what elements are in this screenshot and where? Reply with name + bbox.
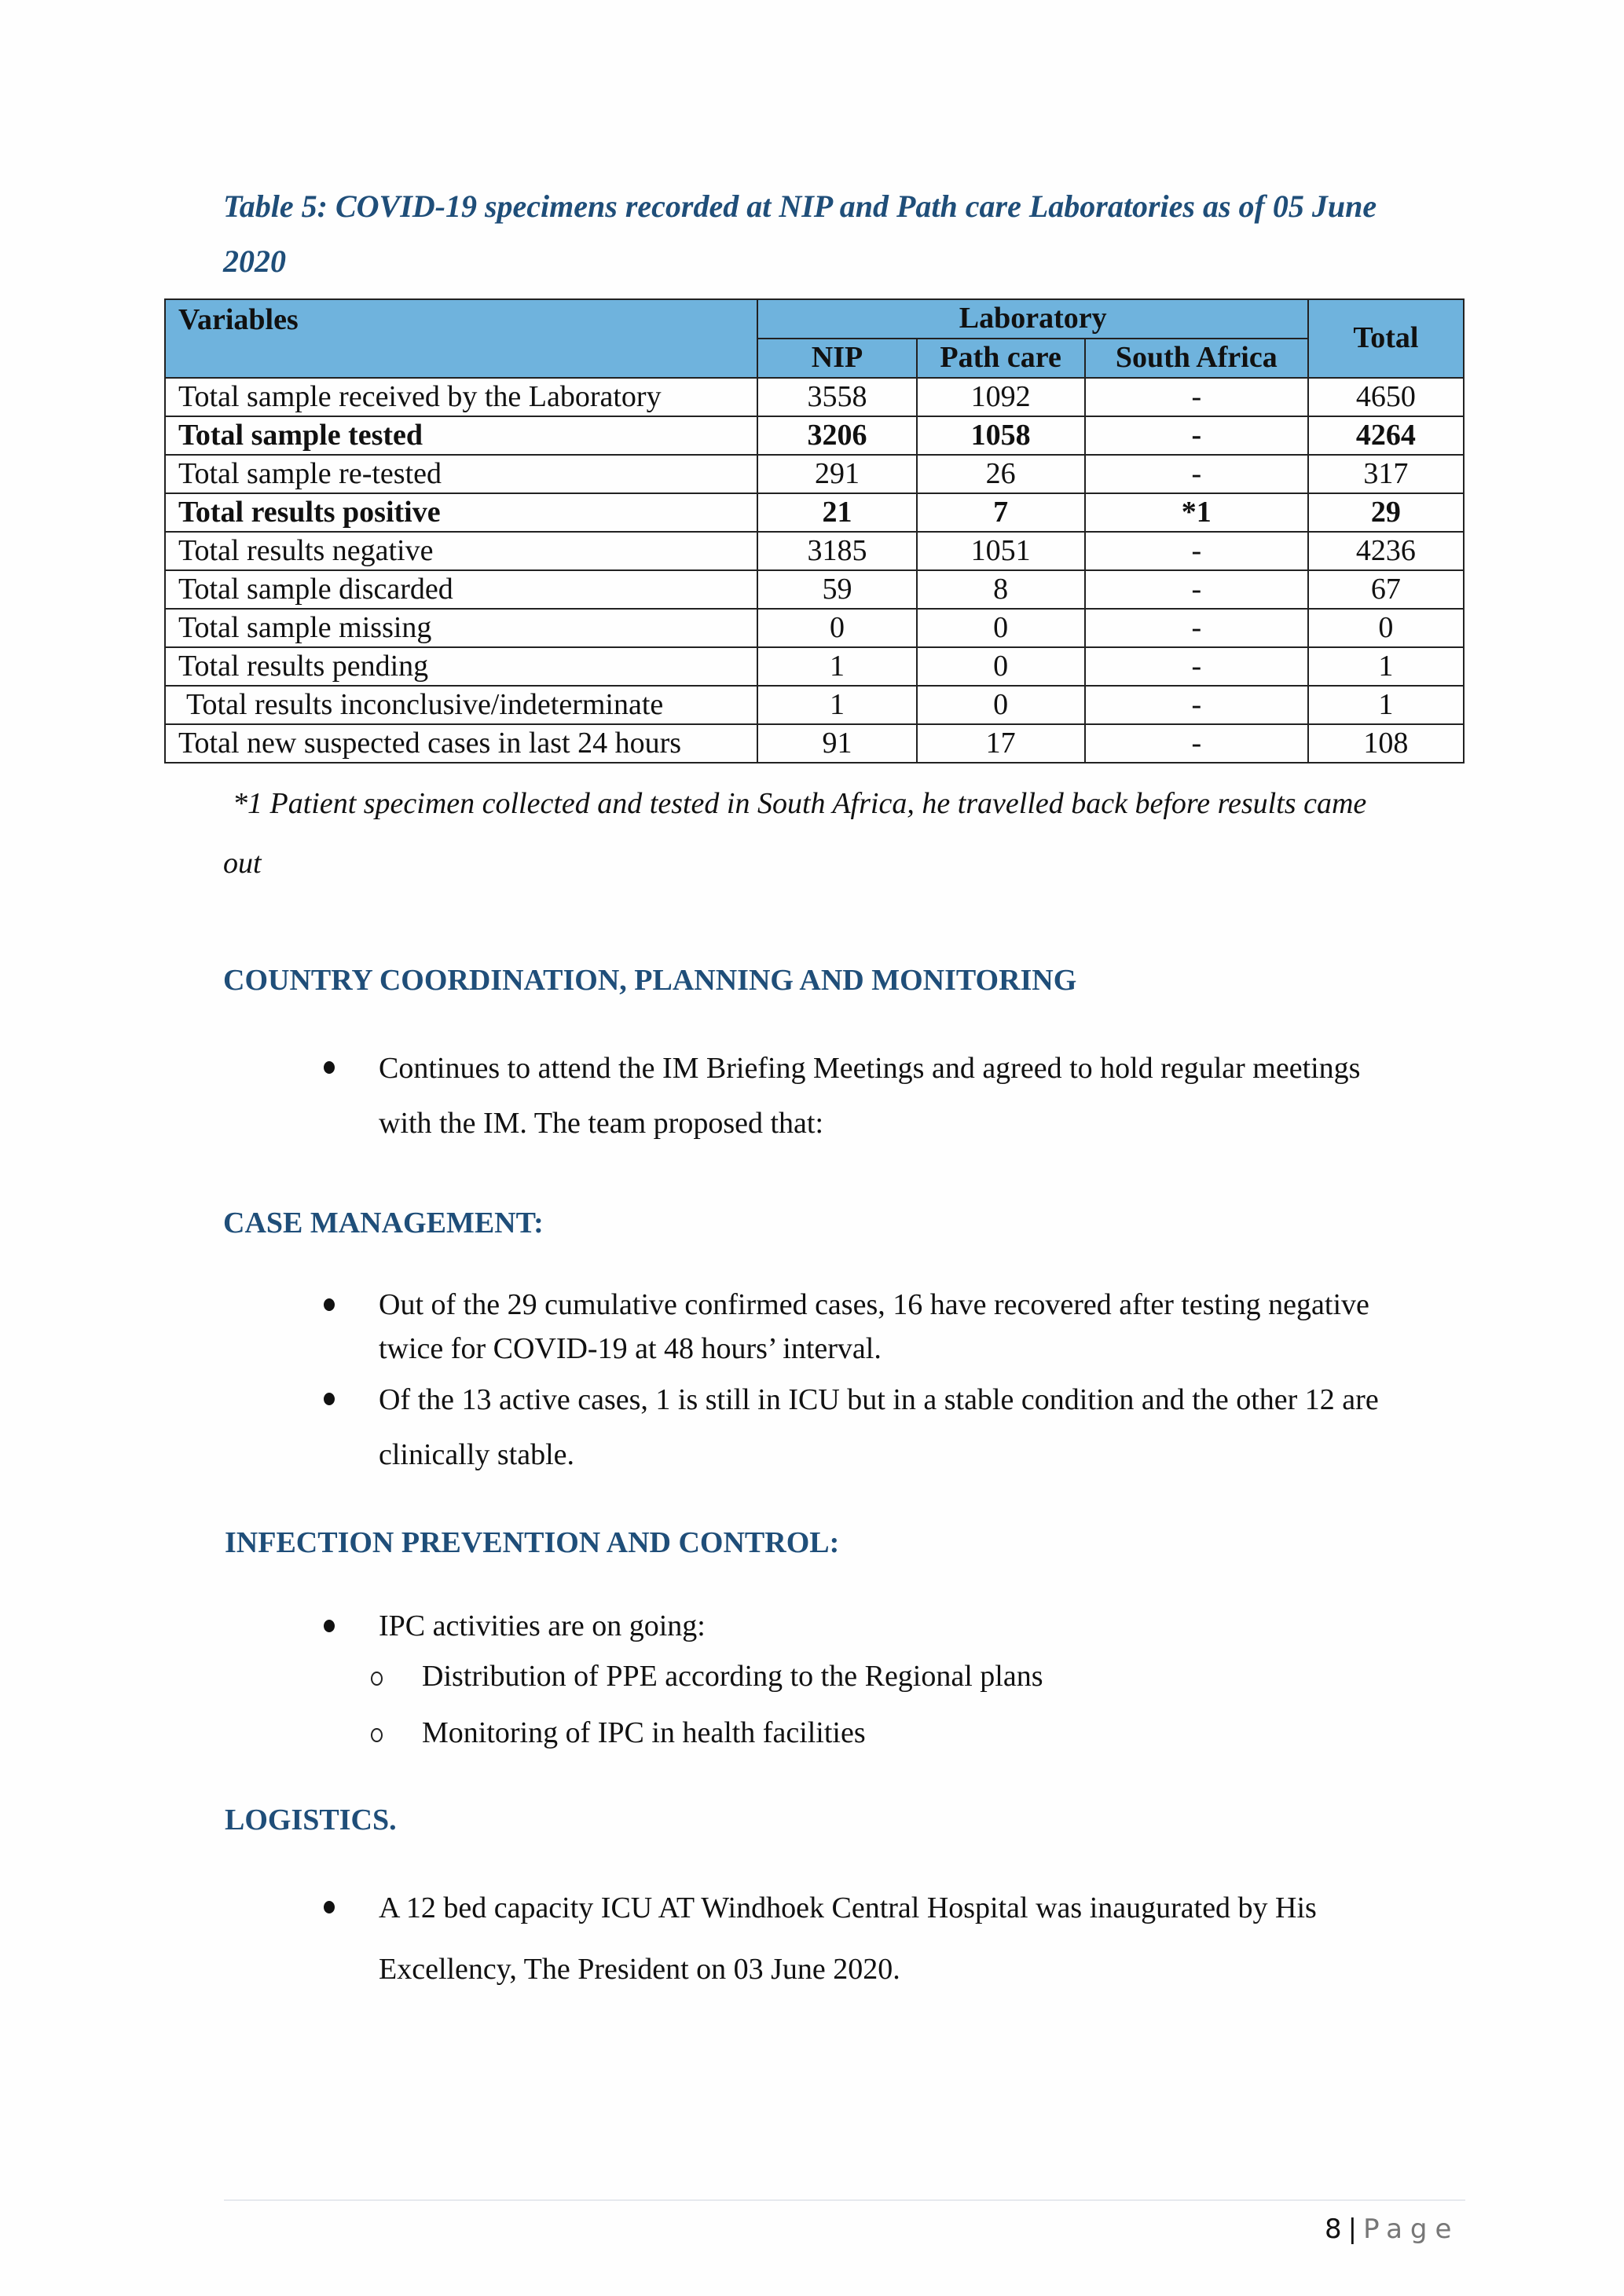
page-number-value: 8 bbox=[1325, 2214, 1342, 2245]
heading-case-management: CASE MANAGEMENT: bbox=[223, 1207, 544, 1240]
table-row bbox=[165, 532, 1464, 570]
table-row bbox=[165, 455, 1464, 493]
header-variables: Variables bbox=[165, 299, 757, 378]
ipc-sub-list bbox=[379, 1648, 1439, 1761]
row-label: Total sample received by the Laboratory bbox=[165, 378, 757, 416]
cell-nip: 1 bbox=[757, 686, 916, 724]
bullet-text-line-2: clinically stable. bbox=[379, 1438, 575, 1471]
cell-nip: 3185 bbox=[757, 532, 916, 570]
cell-total: 108 bbox=[1308, 724, 1464, 763]
bullet-icon bbox=[324, 1298, 335, 1311]
cell-south-africa: - bbox=[1085, 570, 1308, 609]
coordination-bullet-list bbox=[324, 1041, 1439, 1151]
cell-path-care: 1092 bbox=[917, 378, 1085, 416]
list-item bbox=[324, 1283, 1439, 1371]
cell-nip: 91 bbox=[757, 724, 916, 763]
cell-total: 1 bbox=[1308, 647, 1464, 686]
header-path-care: Path care bbox=[917, 339, 1085, 378]
bullet-icon bbox=[324, 1901, 335, 1913]
cell-path-care: 0 bbox=[917, 609, 1085, 647]
hollow-bullet-icon bbox=[371, 1672, 383, 1686]
page-number bbox=[1325, 2214, 1459, 2245]
cell-south-africa: - bbox=[1085, 455, 1308, 493]
cell-total: 29 bbox=[1308, 493, 1464, 532]
bullet-text-line-2: twice for COVID-19 at 48 hours’ interval. bbox=[379, 1332, 882, 1365]
footnote-line-1: *1 Patient specimen collected and tested in South Africa, he travelled back before results came bbox=[233, 787, 1367, 820]
case-management-bullet-list bbox=[324, 1283, 1439, 1482]
bullet-icon bbox=[324, 1393, 335, 1405]
cell-nip: 3206 bbox=[757, 416, 916, 455]
bullet-text-line-2: Excellency, The President on 03 June 2020. bbox=[379, 1953, 900, 1986]
bullet-icon bbox=[324, 1061, 335, 1074]
hollow-bullet-icon bbox=[371, 1728, 383, 1742]
row-label: Total sample missing bbox=[165, 609, 757, 647]
bullet-text-line-1: A 12 bed capacity ICU AT Windhoek Central Hospital was inaugurated by His bbox=[379, 1891, 1317, 1924]
header-total: Total bbox=[1308, 299, 1464, 378]
table-row bbox=[165, 609, 1464, 647]
list-item bbox=[324, 1604, 1439, 1761]
row-label: Total sample discarded bbox=[165, 570, 757, 609]
row-label: Total sample re-tested bbox=[165, 455, 757, 493]
cell-path-care: 7 bbox=[917, 493, 1085, 532]
cell-south-africa: - bbox=[1085, 416, 1308, 455]
cell-total: 4650 bbox=[1308, 378, 1464, 416]
list-item bbox=[324, 1372, 1439, 1482]
page-word: Page bbox=[1363, 2214, 1460, 2245]
header-laboratory: Laboratory bbox=[757, 299, 1307, 339]
bullet-text-line-1: Of the 13 active cases, 1 is still in ICU but in a stable condition and the other 12 are bbox=[379, 1383, 1379, 1416]
list-item bbox=[324, 1041, 1439, 1151]
cell-total: 0 bbox=[1308, 609, 1464, 647]
sub-list-item bbox=[324, 1705, 1439, 1761]
cell-path-care: 1058 bbox=[917, 416, 1085, 455]
table-row bbox=[165, 378, 1464, 416]
footnote-line-2: out bbox=[223, 847, 262, 880]
header-south-africa: South Africa bbox=[1085, 339, 1308, 378]
heading-infection-prevention: INFECTION PREVENTION AND CONTROL: bbox=[225, 1526, 840, 1559]
header-nip: NIP bbox=[757, 339, 916, 378]
caption-line-1: Table 5: COVID-19 specimens recorded at NIP and Path care Laboratories as of 05 June bbox=[223, 189, 1377, 224]
table-footnote bbox=[223, 774, 1480, 893]
cell-total: 4236 bbox=[1308, 532, 1464, 570]
table-row bbox=[165, 416, 1464, 455]
cell-nip: 21 bbox=[757, 493, 916, 532]
row-label: Total new suspected cases in last 24 hours bbox=[165, 724, 757, 763]
cell-path-care: 17 bbox=[917, 724, 1085, 763]
sub-list-item bbox=[324, 1648, 1439, 1705]
cell-south-africa: - bbox=[1085, 686, 1308, 724]
cell-south-africa: - bbox=[1085, 724, 1308, 763]
table-row bbox=[165, 493, 1464, 532]
heading-country-coordination: COUNTRY COORDINATION, PLANNING AND MONITORING bbox=[223, 964, 1077, 997]
bullet-text-line-1: Out of the 29 cumulative confirmed cases, 16 have recovered after testing negative bbox=[379, 1288, 1369, 1321]
ipc-bullet-list bbox=[324, 1604, 1439, 1761]
cell-south-africa: - bbox=[1085, 609, 1308, 647]
logistics-bullet-list bbox=[324, 1877, 1439, 2000]
row-label: Total results positive bbox=[165, 493, 757, 532]
cell-nip: 3558 bbox=[757, 378, 916, 416]
cell-path-care: 26 bbox=[917, 455, 1085, 493]
bullet-text-line-2: with the IM. The team proposed that: bbox=[379, 1107, 824, 1140]
bullet-icon bbox=[324, 1620, 335, 1632]
cell-total: 317 bbox=[1308, 455, 1464, 493]
cell-path-care: 0 bbox=[917, 647, 1085, 686]
cell-total: 1 bbox=[1308, 686, 1464, 724]
row-label: Total sample tested bbox=[165, 416, 757, 455]
table-row bbox=[165, 686, 1464, 724]
row-label: Total results pending bbox=[165, 647, 757, 686]
cell-south-africa: - bbox=[1085, 532, 1308, 570]
row-label: Total results negative bbox=[165, 532, 757, 570]
table-row bbox=[165, 724, 1464, 763]
cell-total: 4264 bbox=[1308, 416, 1464, 455]
cell-path-care: 1051 bbox=[917, 532, 1085, 570]
cell-path-care: 8 bbox=[917, 570, 1085, 609]
cell-nip: 59 bbox=[757, 570, 916, 609]
table-row bbox=[165, 647, 1464, 686]
table-caption bbox=[223, 179, 1465, 289]
list-item bbox=[324, 1877, 1439, 2000]
footer-divider bbox=[224, 2199, 1465, 2201]
cell-total: 67 bbox=[1308, 570, 1464, 609]
lab-specimens-table bbox=[164, 298, 1465, 764]
caption-line-2: 2020 bbox=[223, 244, 286, 279]
page-number-separator: | bbox=[1347, 2214, 1358, 2245]
cell-south-africa: - bbox=[1085, 378, 1308, 416]
bullet-text-line-1: Continues to attend the IM Briefing Meetings and agreed to hold regular meetings bbox=[379, 1052, 1361, 1085]
cell-nip: 291 bbox=[757, 455, 916, 493]
bullet-text: IPC activities are on going: bbox=[379, 1609, 706, 1642]
cell-path-care: 0 bbox=[917, 686, 1085, 724]
sub-item-text: Monitoring of IPC in health facilities bbox=[422, 1716, 866, 1749]
cell-south-africa: *1 bbox=[1085, 493, 1308, 532]
cell-nip: 0 bbox=[757, 609, 916, 647]
row-label: Total results inconclusive/indeterminate bbox=[165, 686, 757, 724]
heading-logistics: LOGISTICS. bbox=[225, 1803, 397, 1836]
table-row bbox=[165, 570, 1464, 609]
cell-south-africa: - bbox=[1085, 647, 1308, 686]
sub-item-text: Distribution of PPE according to the Regional plans bbox=[422, 1660, 1043, 1693]
cell-nip: 1 bbox=[757, 647, 916, 686]
